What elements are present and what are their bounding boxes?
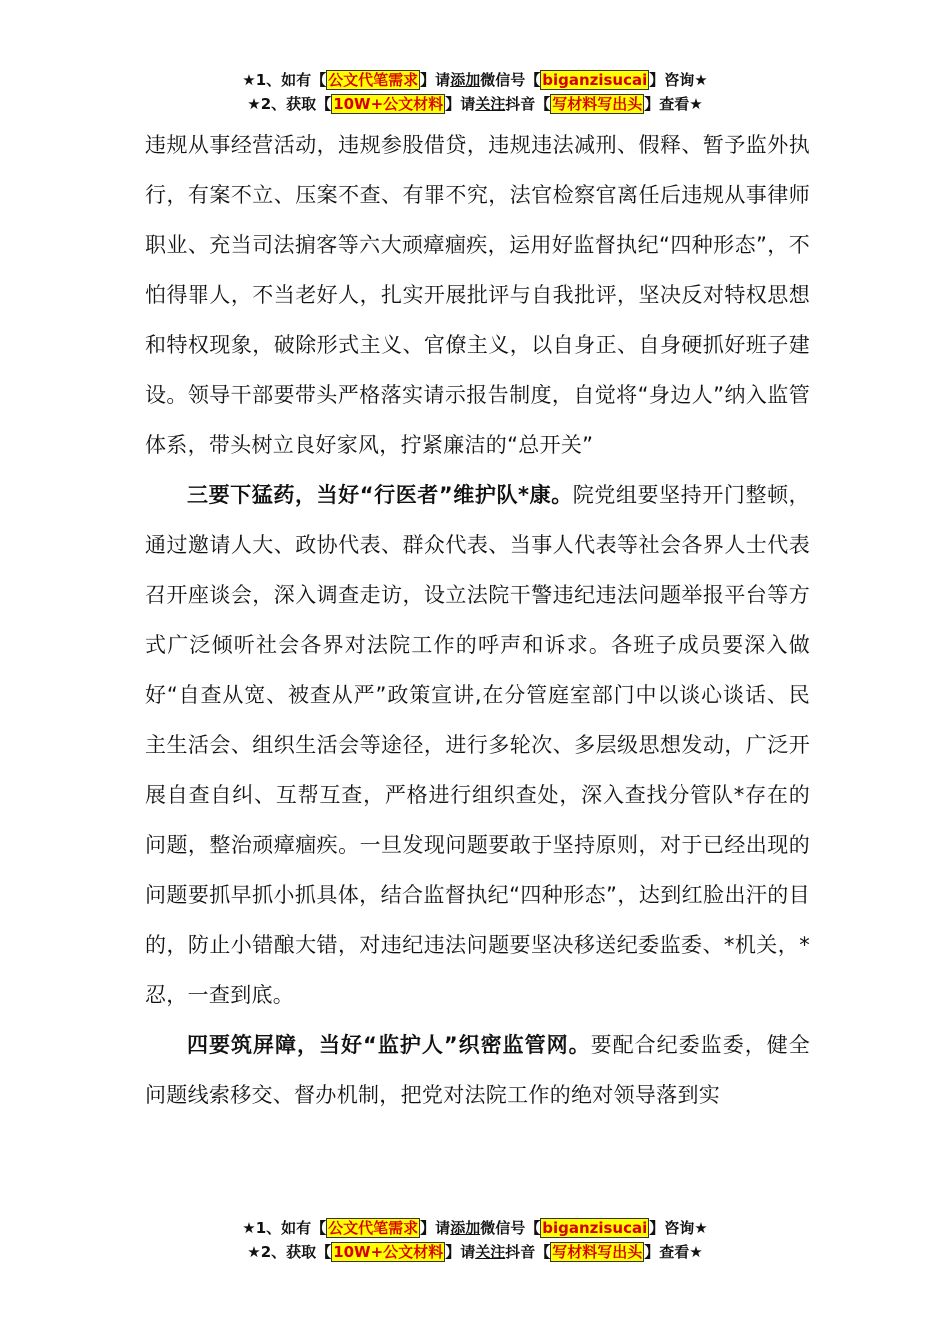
banner-text: 】请 bbox=[445, 1243, 476, 1261]
paragraph-3-heading: 四要筑屏障，当好“监护人”织密监管网。 bbox=[187, 1033, 591, 1057]
header-banner bbox=[0, 68, 950, 116]
banner-highlight: 公文代笔需求 bbox=[328, 71, 419, 89]
banner-text: 】咨询★ bbox=[649, 71, 708, 89]
banner-text: ★1、如有【 bbox=[242, 1219, 327, 1237]
banner-underlined: 关注 bbox=[475, 1243, 506, 1261]
banner-text: 】咨询★ bbox=[649, 1219, 708, 1237]
banner-highlight: 写材料写出头 bbox=[552, 1243, 643, 1261]
banner-highlight: 10W+公文材料 bbox=[333, 1243, 444, 1261]
banner-line-1 bbox=[0, 68, 950, 92]
footer-banner bbox=[0, 1216, 950, 1264]
banner-text: 抖音【 bbox=[505, 95, 551, 113]
banner-line-1 bbox=[0, 1216, 950, 1240]
document-body bbox=[145, 120, 810, 1120]
banner-text: ★2、获取【 bbox=[247, 1243, 332, 1261]
paragraph-2-body: 院党组要坚持开门整顿，通过邀请人大、政协代表、群众代表、当事人代表等社会各界人士代表召开座谈会，深入调查走访，设立法院干警违纪违法问题举报平台等方式广泛倾听社会各界对法院工作的呼声和诉求。各班子成员要深入做好“自查从宽、被查从严”政策宣讲,在分管庭室部门中以谈心谈话、民主生活会、组织生活会等途径，进行多轮次、多层级思想发动，广泛开展自查自纠、互帮互查，严格进行组织查处，深入查找分管队*存在的问题，整治顽瘴痼疾。一旦发现问题要敢于坚持原则，对于已经出现的问题要抓早抓小抓具体，结合监督执纪“四种形态”，达到红脸出汗的目的，防止小错酿大错，对违纪违法问题要坚决移送纪委监委、*机关，*忍，一查到底。 bbox=[145, 483, 810, 1007]
banner-text: ★2、获取【 bbox=[247, 95, 332, 113]
banner-line-2 bbox=[0, 92, 950, 116]
banner-highlight: 公文代笔需求 bbox=[328, 1219, 419, 1237]
banner-text: 】请 bbox=[445, 95, 476, 113]
banner-highlight: 写材料写出头 bbox=[552, 95, 643, 113]
paragraph-3-body: 要配合纪委监委，健全问题线索移交、督办机制，把党对法院工作的绝对领导落到实 bbox=[145, 1033, 810, 1107]
paragraph-3 bbox=[145, 1020, 810, 1120]
banner-underlined: 添加 bbox=[450, 71, 481, 89]
paragraph-2 bbox=[145, 470, 810, 1020]
banner-highlight: 10W+公文材料 bbox=[333, 95, 444, 113]
banner-text: 】请 bbox=[420, 71, 451, 89]
banner-text: 微信号【 bbox=[480, 71, 541, 89]
banner-underlined: 添加 bbox=[450, 1219, 481, 1237]
banner-text: 】查看★ bbox=[644, 1243, 703, 1261]
banner-underlined: 关注 bbox=[475, 95, 506, 113]
banner-line-2 bbox=[0, 1240, 950, 1264]
banner-highlight: biganzisucai bbox=[542, 71, 648, 89]
banner-text: 】查看★ bbox=[644, 95, 703, 113]
banner-text: 抖音【 bbox=[505, 1243, 551, 1261]
paragraph-1: 违规从事经营活动，违规参股借贷，违规违法减刑、假释、暂予监外执行，有案不立、压案不查、有罪不究，法官检察官离任后违规从事律师职业、充当司法掮客等六大顽瘴痼疾，运用好监督执纪“四种形态”，不怕得罪人，不当老好人，扎实开展批评与自我批评，坚决反对特权思想和特权现象，破除形式主义、官僚主义，以自身正、自身硬抓好班子建设。领导干部要带头严格落实请示报告制度，自觉将“身边人”纳入监管体系，带头树立良好家风，拧紧廉洁的“总开关” bbox=[145, 133, 810, 457]
banner-highlight: biganzisucai bbox=[542, 1219, 648, 1237]
banner-text: ★1、如有【 bbox=[242, 71, 327, 89]
banner-text: 】请 bbox=[420, 1219, 451, 1237]
paragraph-2-heading: 三要下猛药，当好“行医者”维护队*康。 bbox=[187, 483, 573, 507]
banner-text: 微信号【 bbox=[480, 1219, 541, 1237]
